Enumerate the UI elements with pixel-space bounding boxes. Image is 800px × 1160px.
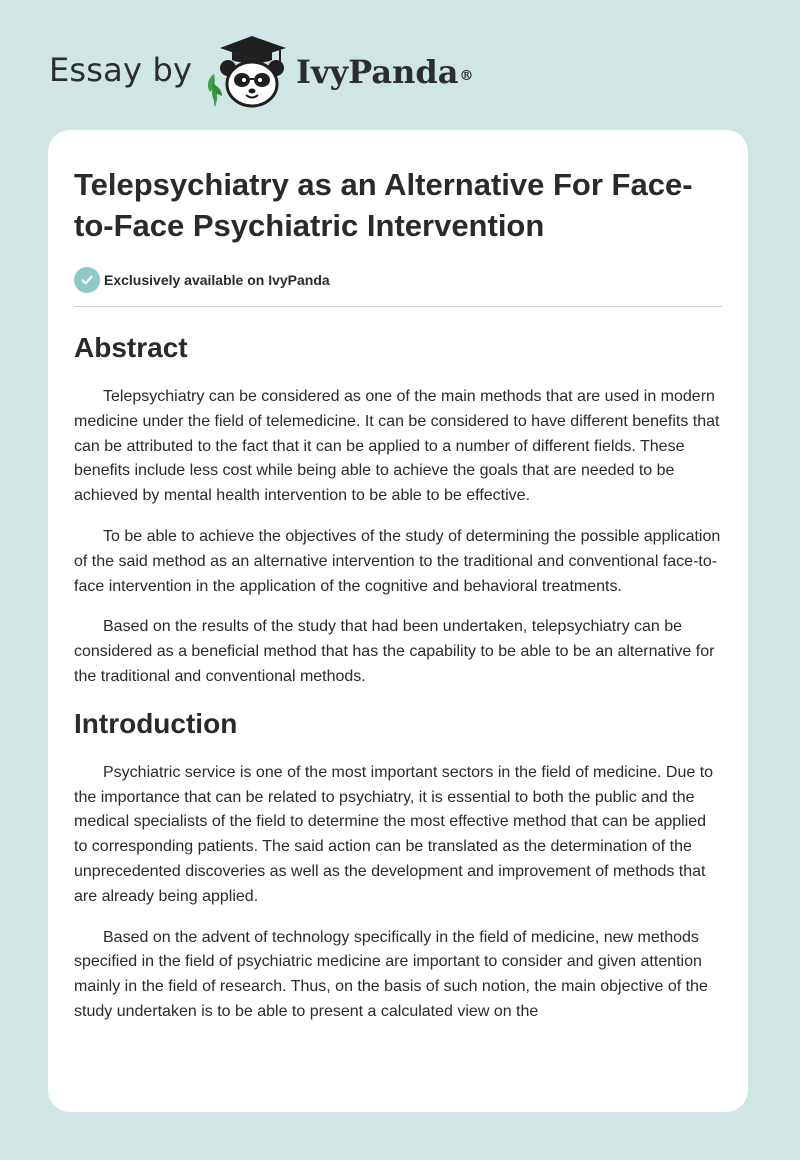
paragraph: Telepsychiatry can be considered as one of the main methods that are used in modern medicine under the field of telemedicine. It can be considered to have different benefits that can be attributed to the fact that it can be applied to a number of different fields. These benefits include less cost while being able to achieve the goals that are needed to be achieved by mental health intervention to be able to be effective. xyxy=(74,388,720,505)
paragraph: Psychiatric service is one of the most important sectors in the field of medicine. Due to the importance that can be related to psychiatry, it is essential to both the public and the medical specialists of the field to determine the most effective method that can be applied to corresponding patients. The said action can be translated as the determination of the unprecedented discoveries as well as the development and improvement of methods that are already being applied. xyxy=(74,763,714,905)
title-divider xyxy=(74,306,722,307)
page-title: Telepsychiatry as an Alternative For Face-to-Face Psychiatric Intervention xyxy=(74,167,693,243)
brand-name[interactable] xyxy=(296,52,473,92)
essay-card xyxy=(48,130,748,1112)
ivy-leaf-icon xyxy=(208,74,222,106)
abstract-body xyxy=(74,385,722,690)
essay-by-label: Essay by xyxy=(49,51,193,89)
panda-logo-icon[interactable] xyxy=(200,34,294,110)
paragraph: Based on the advent of technology specifically in the field of medicine, new methods specified in the field of psychiatric medicine are important to consider and given attention mainly in the field of research. Thus, on the basis of such notion, the main objective of the study undertaken is to be able to present a calculated view on the xyxy=(74,928,708,1020)
site-header xyxy=(0,0,800,130)
availability-badge xyxy=(74,267,722,293)
section-heading-abstract: Abstract xyxy=(74,332,188,363)
brand-text: IvyPanda xyxy=(296,53,459,91)
essay-content xyxy=(74,164,722,1041)
introduction-body xyxy=(74,761,722,1025)
section-heading-introduction: Introduction xyxy=(74,707,238,739)
availability-text: Exclusively available on IvyPanda xyxy=(104,272,330,288)
check-icon xyxy=(74,267,100,293)
paragraph: To be able to achieve the objectives of the study of determining the possible application of the said method as an alternative intervention to the traditional and conventional face-to-face intervention in the application of the cognitive and behavioral treatments. xyxy=(74,527,721,595)
paragraph: Based on the results of the study that had been undertaken, telepsychiatry can be considered as a beneficial method that has the capability to be able to be an alternative for the traditional and conventional methods. xyxy=(74,618,715,685)
registered-mark: ® xyxy=(459,68,474,84)
